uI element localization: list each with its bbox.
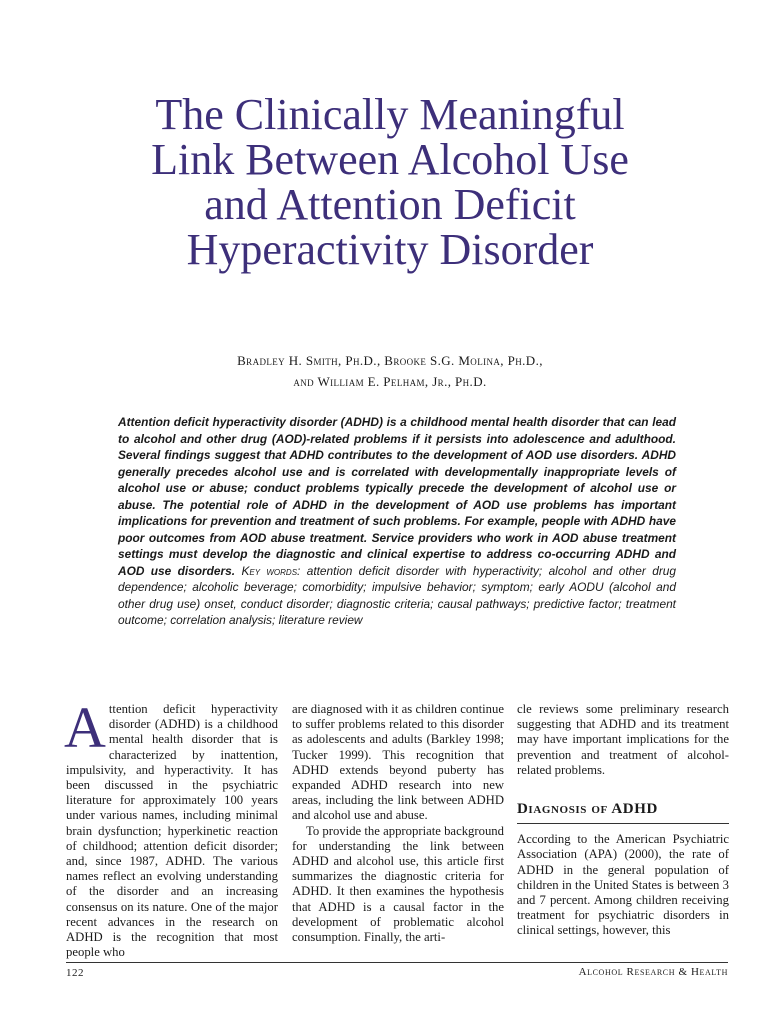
journal-name: Alcohol Research & Health xyxy=(578,966,728,978)
keywords-label: Key words: xyxy=(241,563,301,578)
author-line: Bradley H. Smith, Ph.D., Brooke S.G. Molina, Ph.D., xyxy=(237,353,543,368)
keywords-list: attention deficit disorder with hyperactivity; alcohol and other drug dependence; alcoholic beverage; comorbidity; impulsive behavior; symptom; early AODU (alcohol and other drug use) onset, conduct disorder; diagnostic criteria; causal pathways; predictive factor; treatment outcome; correlation analysis; literature review xyxy=(118,563,677,627)
paragraph-text: ttention deficit hyperactivity disorder (ADHD) is a childhood mental health disorder that is characterized by inattention, impulsivity, and hyperactivity. It has been discussed in the psychiatric literature for approximately 100 years under various names, including minimal brain dysfunction; hyperkinetic reaction of childhood; attention deficit disorder; and, since 1987, ADHD. The various names reflect an evolving understanding of the disorder and an increasing consensus on its nature. One of the major recent advances in the research on ADHD is the recognition that most people who xyxy=(66,702,278,960)
title-line: Link Between Alcohol Use xyxy=(151,135,629,184)
body-column-2 xyxy=(292,702,504,945)
title-line: The Clinically Meaningful xyxy=(155,90,625,139)
paragraph: To provide the appropriate background for understanding the link between ADHD and alcohol use, this article first summarizes the diagnostic criteria for ADHD. It then examines the hypothesis that ADHD is a causal factor in the development of problematic alcohol consumption. Finally, the arti- xyxy=(292,823,504,945)
section-heading: Diagnosis of ADHD xyxy=(517,802,729,824)
footer-divider xyxy=(66,962,728,963)
paragraph: According to the American Psychiatric Association (APA) (2000), the rate of ADHD in the general population of children in the United States is between 3 and 7 percent. Among children receiving treatment for psychiatric disorders in clinical settings, however, this xyxy=(517,832,729,938)
author-line: and William E. Pelham, Jr., Ph.D. xyxy=(293,374,487,389)
paragraph: cle reviews some preliminary research suggesting that ADHD and its treatment may have important implications for the prevention and treatment of alcohol-related problems. xyxy=(517,702,729,777)
body-column-1 xyxy=(64,695,278,960)
author-list xyxy=(90,350,690,392)
drop-cap: A xyxy=(64,695,106,760)
page-number: 122 xyxy=(66,967,84,979)
intro-paragraph xyxy=(64,695,278,960)
article-title xyxy=(110,92,670,272)
abstract-text: Attention deficit hyperactivity disorder (ADHD) is a childhood mental health disorder that can lead to alcohol and other drug (AOD)-related problems if it persists into adolescence and adulthood. Several findings suggest that ADHD contributes to the development of AOD use disorders. ADHD generally precedes alcohol use and is correlated with developmentally inappropriate levels of alcohol use or abuse; conduct problems typically precede the development of alcohol use or abuse. The potential role of ADHD in the development of AOD use problems has important implications for prevention and treatment of such problems. For example, people with ADHD have poor outcomes from AOD abuse treatment. Service providers who work in AOD abuse treatment settings must develop the diagnostic and clinical expertise to address co-occurring ADHD and AOD use disorders. xyxy=(118,415,676,578)
paragraph: are diagnosed with it as children continue to suffer problems related to this disorder as adolescents and adults (Barkley 1998; Tucker 1999). This recognition that ADHD extends beyond puberty has expanded ADHD research into new areas, including the link between ADHD and alcohol use and abuse. xyxy=(292,702,504,823)
body-column-3 xyxy=(517,702,729,939)
title-line: and Attention Deficit xyxy=(204,180,576,229)
abstract xyxy=(118,414,676,629)
title-line: Hyperactivity Disorder xyxy=(186,225,594,274)
